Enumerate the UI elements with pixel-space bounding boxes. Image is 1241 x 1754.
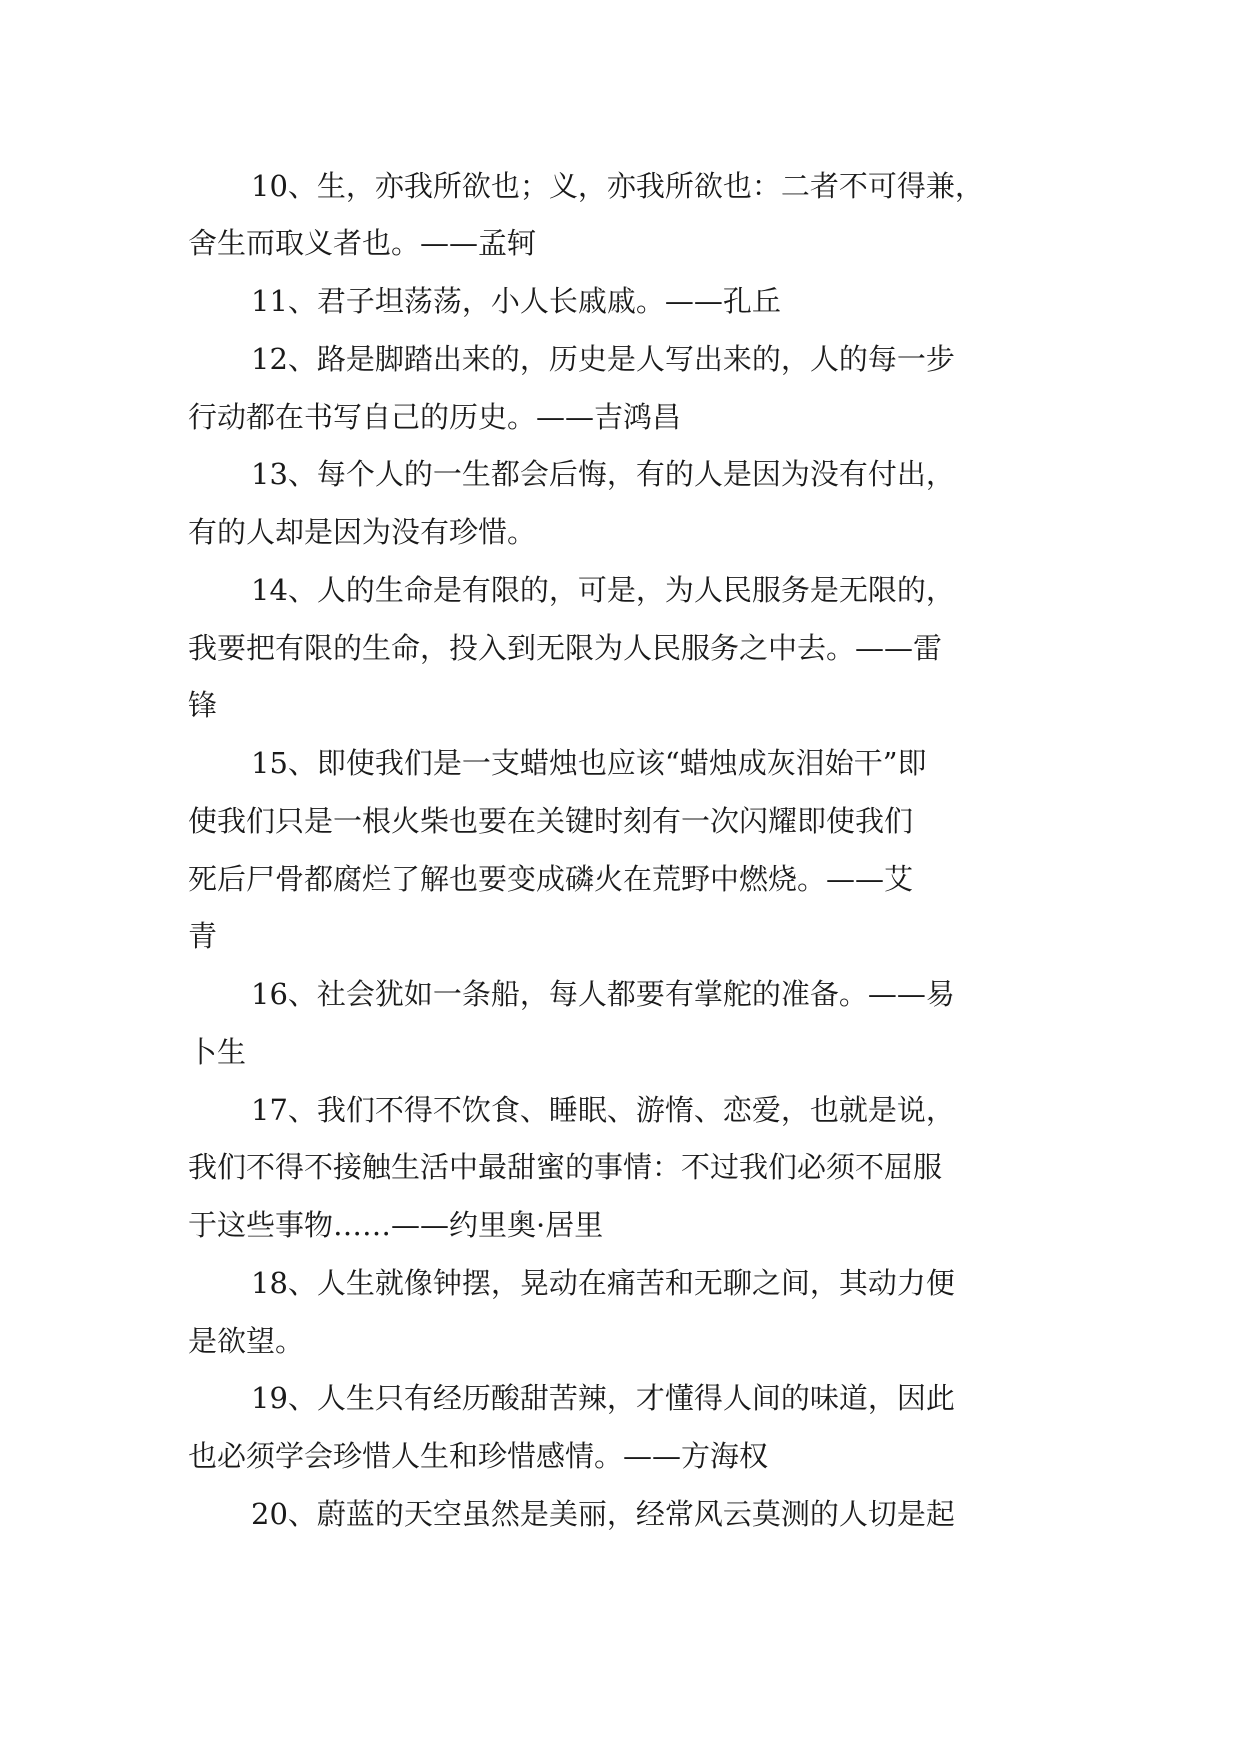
text-line: 20、蔚蓝的天空虽然是美丽，经常风云莫测的人切是起 [251,1497,955,1531]
text-line: 锋 [188,688,218,722]
text-line: 卜生 [188,1035,247,1069]
text-line: 12、路是脚踏出来的，历史是人写出来的，人的每一步 [251,342,955,376]
text-line: 15、即使我们是一支蜡烛也应该“蜡烛成灰泪始干”即 [251,746,927,780]
text-line: 19、人生只有经历酸甜苦辣，才懂得人间的味道，因此 [251,1381,955,1415]
text-line: 16、社会犹如一条船，每人都要有掌舵的准备。——易 [251,977,955,1011]
text-line: 14、人的生命是有限的，可是，为人民服务是无限的， [251,573,955,607]
text-line: 我要把有限的生命，投入到无限为人民服务之中去。——雷 [188,631,943,665]
text-line: 18、人生就像钟摆，晃动在痛苦和无聊之间，其动力便 [251,1266,955,1300]
text-line: 13、每个人的一生都会后悔，有的人是因为没有付出， [251,457,955,491]
text-line: 行动都在书写自己的历史。——吉鸿昌 [188,400,682,434]
text-line: 我们不得不接触生活中最甜蜜的事情：不过我们必须不屈服 [188,1150,943,1184]
text-line: 11、君子坦荡荡，小人长戚戚。——孔丘 [251,284,781,318]
text-line: 17、我们不得不饮食、睡眠、游惰、恋爱，也就是说， [251,1093,955,1127]
text-line: 10、生，亦我所欲也；义，亦我所欲也：二者不可得兼， [251,169,984,203]
text-line: 于这些事物……——约里奥·居里 [188,1208,604,1242]
text-line: 死后尸骨都腐烂了解也要变成磷火在荒野中燃烧。——艾 [188,862,914,896]
text-line: 也必须学会珍惜人生和珍惜感情。——方海权 [188,1439,769,1473]
text-line: 青 [188,919,218,953]
text-line: 是欲望。 [188,1324,305,1358]
text-line: 有的人却是因为没有珍惜。 [188,515,537,549]
text-line: 舍生而取义者也。——孟轲 [188,226,537,260]
text-line: 使我们只是一根火柴也要在关键时刻有一次闪耀即使我们 [188,804,914,838]
